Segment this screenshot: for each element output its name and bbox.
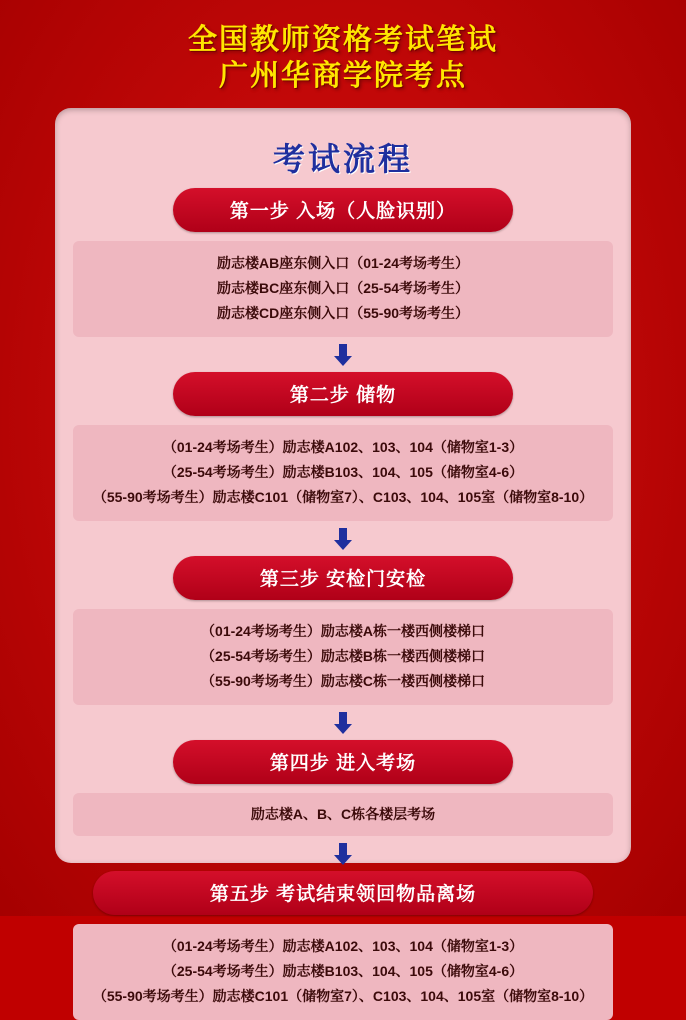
- step-1-heading: 第一步 入场（人脸识别）: [173, 188, 513, 232]
- arrow-down-icon-4: [334, 843, 352, 865]
- flow-step-5: [73, 871, 613, 1020]
- flow-panel: [55, 108, 631, 1004]
- step-3-body: [73, 609, 613, 705]
- step-4-body: [73, 793, 613, 836]
- step-3-row-3: （55-90考场考生）励志楼C栋一楼西侧楼梯口: [201, 673, 485, 689]
- flow-step-2: [73, 372, 613, 521]
- header-line-2: 广州华商学院考点: [218, 60, 467, 92]
- arrow-down-icon-2: [334, 528, 352, 550]
- header-line-1: 全国教师资格考试笔试: [187, 24, 498, 56]
- step-5-row-3: （55-90考场考生）励志楼C101（储物室7）、C103、104、105室（储物室8-10）: [92, 988, 594, 1004]
- step-5-body: [73, 924, 613, 1020]
- step-2-row-3: （55-90考场考生）励志楼C101（储物室7）、C103、104、105室（储物室8-10）: [92, 489, 594, 505]
- step-3-row-1: （01-24考场考生）励志楼A栋一楼西侧楼梯口: [201, 623, 485, 639]
- flow-step-3: [73, 556, 613, 705]
- step-1-body: [73, 241, 613, 337]
- step-4-heading: 第四步 进入考场: [173, 740, 513, 784]
- step-5-heading: 第五步 考试结束领回物品离场: [93, 871, 593, 915]
- flow-step-4: [73, 740, 613, 836]
- step-1-row-1: 励志楼AB座东侧入口（01-24考场考生）: [216, 255, 470, 271]
- step-3-row-2: （25-54考场考生）励志楼B栋一楼西侧楼梯口: [201, 648, 485, 664]
- step-4-row-1: 励志楼A、B、C栋各楼层考场: [250, 806, 436, 822]
- step-2-body: [73, 425, 613, 521]
- step-2-heading: 第二步 储物: [173, 372, 513, 416]
- poster-header: [0, 0, 686, 94]
- step-2-row-2: （25-54考场考生）励志楼B103、104、105（储物室4-6）: [162, 464, 524, 480]
- step-5-row-1: （01-24考场考生）励志楼A102、103、104（储物室1-3）: [162, 938, 524, 954]
- step-5-row-2: （25-54考场考生）励志楼B103、104、105（储物室4-6）: [162, 963, 524, 979]
- flow-step-1: [73, 188, 613, 337]
- panel-title: 考试流程: [272, 141, 413, 177]
- step-1-row-3: 励志楼CD座东侧入口（55-90考场考生）: [216, 305, 470, 321]
- step-3-heading: 第三步 安检门安检: [173, 556, 513, 600]
- step-1-row-2: 励志楼BC座东侧入口（25-54考场考生）: [216, 280, 470, 296]
- arrow-down-icon-3: [334, 712, 352, 734]
- step-2-row-1: （01-24考场考生）励志楼A102、103、104（储物室1-3）: [162, 439, 524, 455]
- arrow-down-icon-1: [334, 344, 352, 366]
